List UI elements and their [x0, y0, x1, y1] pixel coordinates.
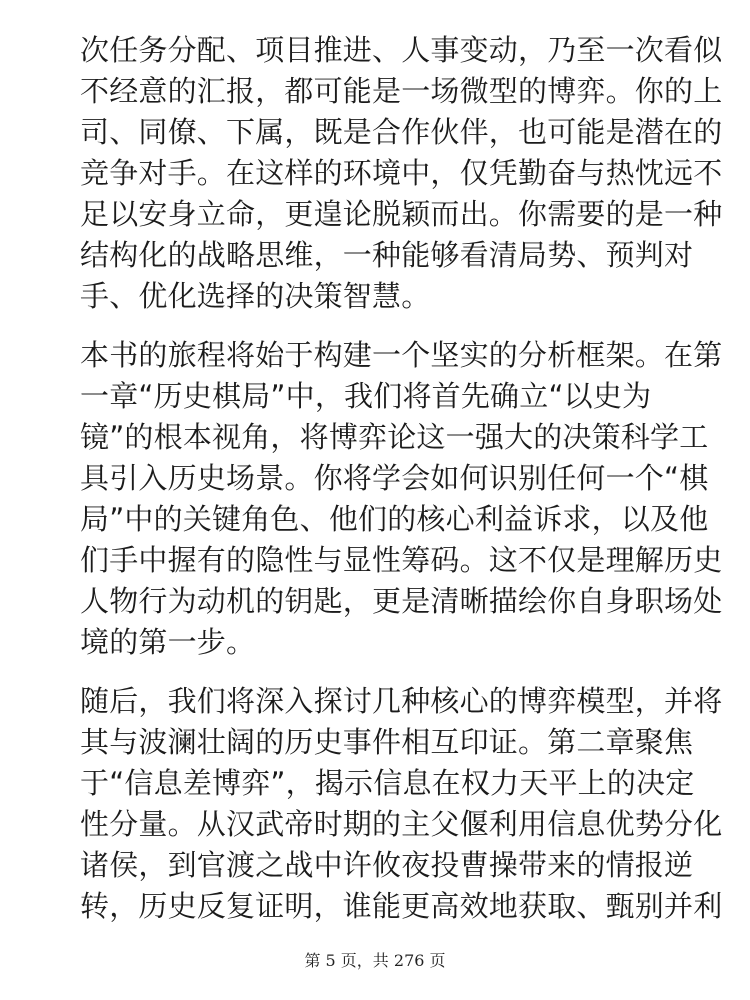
text-line: 手、优化选择的决策智慧。 [80, 279, 431, 313]
text-line: 局”中的关键角色、他们的核心利益诉求，以及他 [80, 502, 709, 536]
text-line: 们手中握有的隐性与显性筹码。这不仅是理解历史 [80, 543, 723, 577]
text-line: 一章“历史棋局”中，我们将首先确立“以史为 [80, 379, 652, 413]
text-line: 不经意的汇报，都可能是一场微型的博弈。你的上 [80, 74, 723, 108]
text-line: 次任务分配、项目推进、人事变动，乃至一次看似 [80, 33, 723, 67]
body-text [80, 30, 723, 945]
text-line: 本书的旅程将始于构建一个坚实的分析框架。在第 [80, 338, 723, 372]
paragraph-1 [80, 30, 723, 317]
text-line: 具引入历史场景。你将学会如何识别任何一个“棋 [80, 461, 709, 495]
text-line: 人物行为动机的钥匙，更是清晰描绘你自身职场处 [80, 584, 723, 618]
text-line: 司、同僚、下属，既是合作伙伴，也可能是潜在的 [80, 115, 723, 149]
text-line: 转，历史反复证明，谁能更高效地获取、甄别并利 [80, 889, 723, 923]
text-line: 结构化的战略思维，一种能够看清局势、预判对 [80, 238, 694, 272]
text-line: 性分量。从汉武帝时期的主父偃利用信息优势分化 [80, 807, 723, 841]
page-number-footer: 第 5 页，共 276 页 [304, 951, 446, 970]
paragraph-3 [80, 681, 723, 927]
text-line: 境的第一步。 [80, 625, 256, 659]
paragraph-2 [80, 335, 723, 663]
text-line: 于“信息差博弈”，揭示信息在权力天平上的决定 [80, 766, 695, 800]
text-line: 其与波澜壮阔的历史事件相互印证。第二章聚焦 [80, 725, 694, 759]
text-line: 随后，我们将深入探讨几种核心的博弈模型，并将 [80, 684, 723, 718]
text-line: 足以安身立命，更遑论脱颖而出。你需要的是一种 [80, 197, 723, 231]
text-line: 镜”的根本视角，将博弈论这一强大的决策科学工 [80, 420, 709, 454]
text-line: 诸侯，到官渡之战中许攸夜投曹操带来的情报逆 [80, 848, 694, 882]
text-line: 竞争对手。在这样的环境中，仅凭勤奋与热忱远不 [80, 156, 723, 190]
